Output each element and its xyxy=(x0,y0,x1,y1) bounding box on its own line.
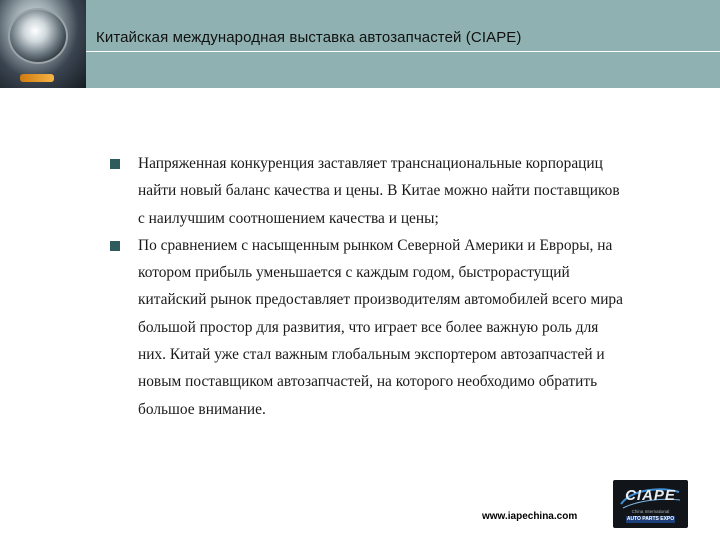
turn-signal-icon xyxy=(20,74,54,82)
slide-title: Китайская международная выставка автозапчастей (CIAPE) xyxy=(96,29,522,46)
bullet-item xyxy=(108,232,628,423)
header-band xyxy=(0,0,720,88)
bullet-text: Напряженная конкуренция заставляет транснациональные корпорациц найти новый баланс качества и цены. В Китае можно найти поставщиков с наилучшим соотношением качества и цены; xyxy=(138,155,620,227)
square-bullet-icon xyxy=(110,159,120,169)
headlight-lamp-icon xyxy=(8,8,68,64)
bullet-text: По сравнением с насыщенным рынком Северной Америки и Евроры, на котором прибыль уменьшается с каждым годом, быстрорастущий китайский рынок предоставляет производителям автомобилей всего мира большой простор для развития, что играет все более важную роль для них. Китай уже стал важным глобальным экспортером автозапчастей и новым поставщиком автозапчастей, на которого необходимо обратить большое внимание. xyxy=(138,236,623,418)
bullet-item xyxy=(108,150,628,232)
ciape-logo xyxy=(613,480,688,528)
logo-badge: AUTO PARTS EXPO xyxy=(626,516,675,522)
logo-brand-text: CIAPE xyxy=(625,487,676,504)
header-divider xyxy=(86,51,720,52)
headlight-photo xyxy=(0,0,86,88)
website-url[interactable]: www.iapechina.com xyxy=(482,511,578,522)
logo-subtitle: China International xyxy=(631,509,670,514)
bullet-list xyxy=(108,150,628,423)
square-bullet-icon xyxy=(110,241,120,251)
